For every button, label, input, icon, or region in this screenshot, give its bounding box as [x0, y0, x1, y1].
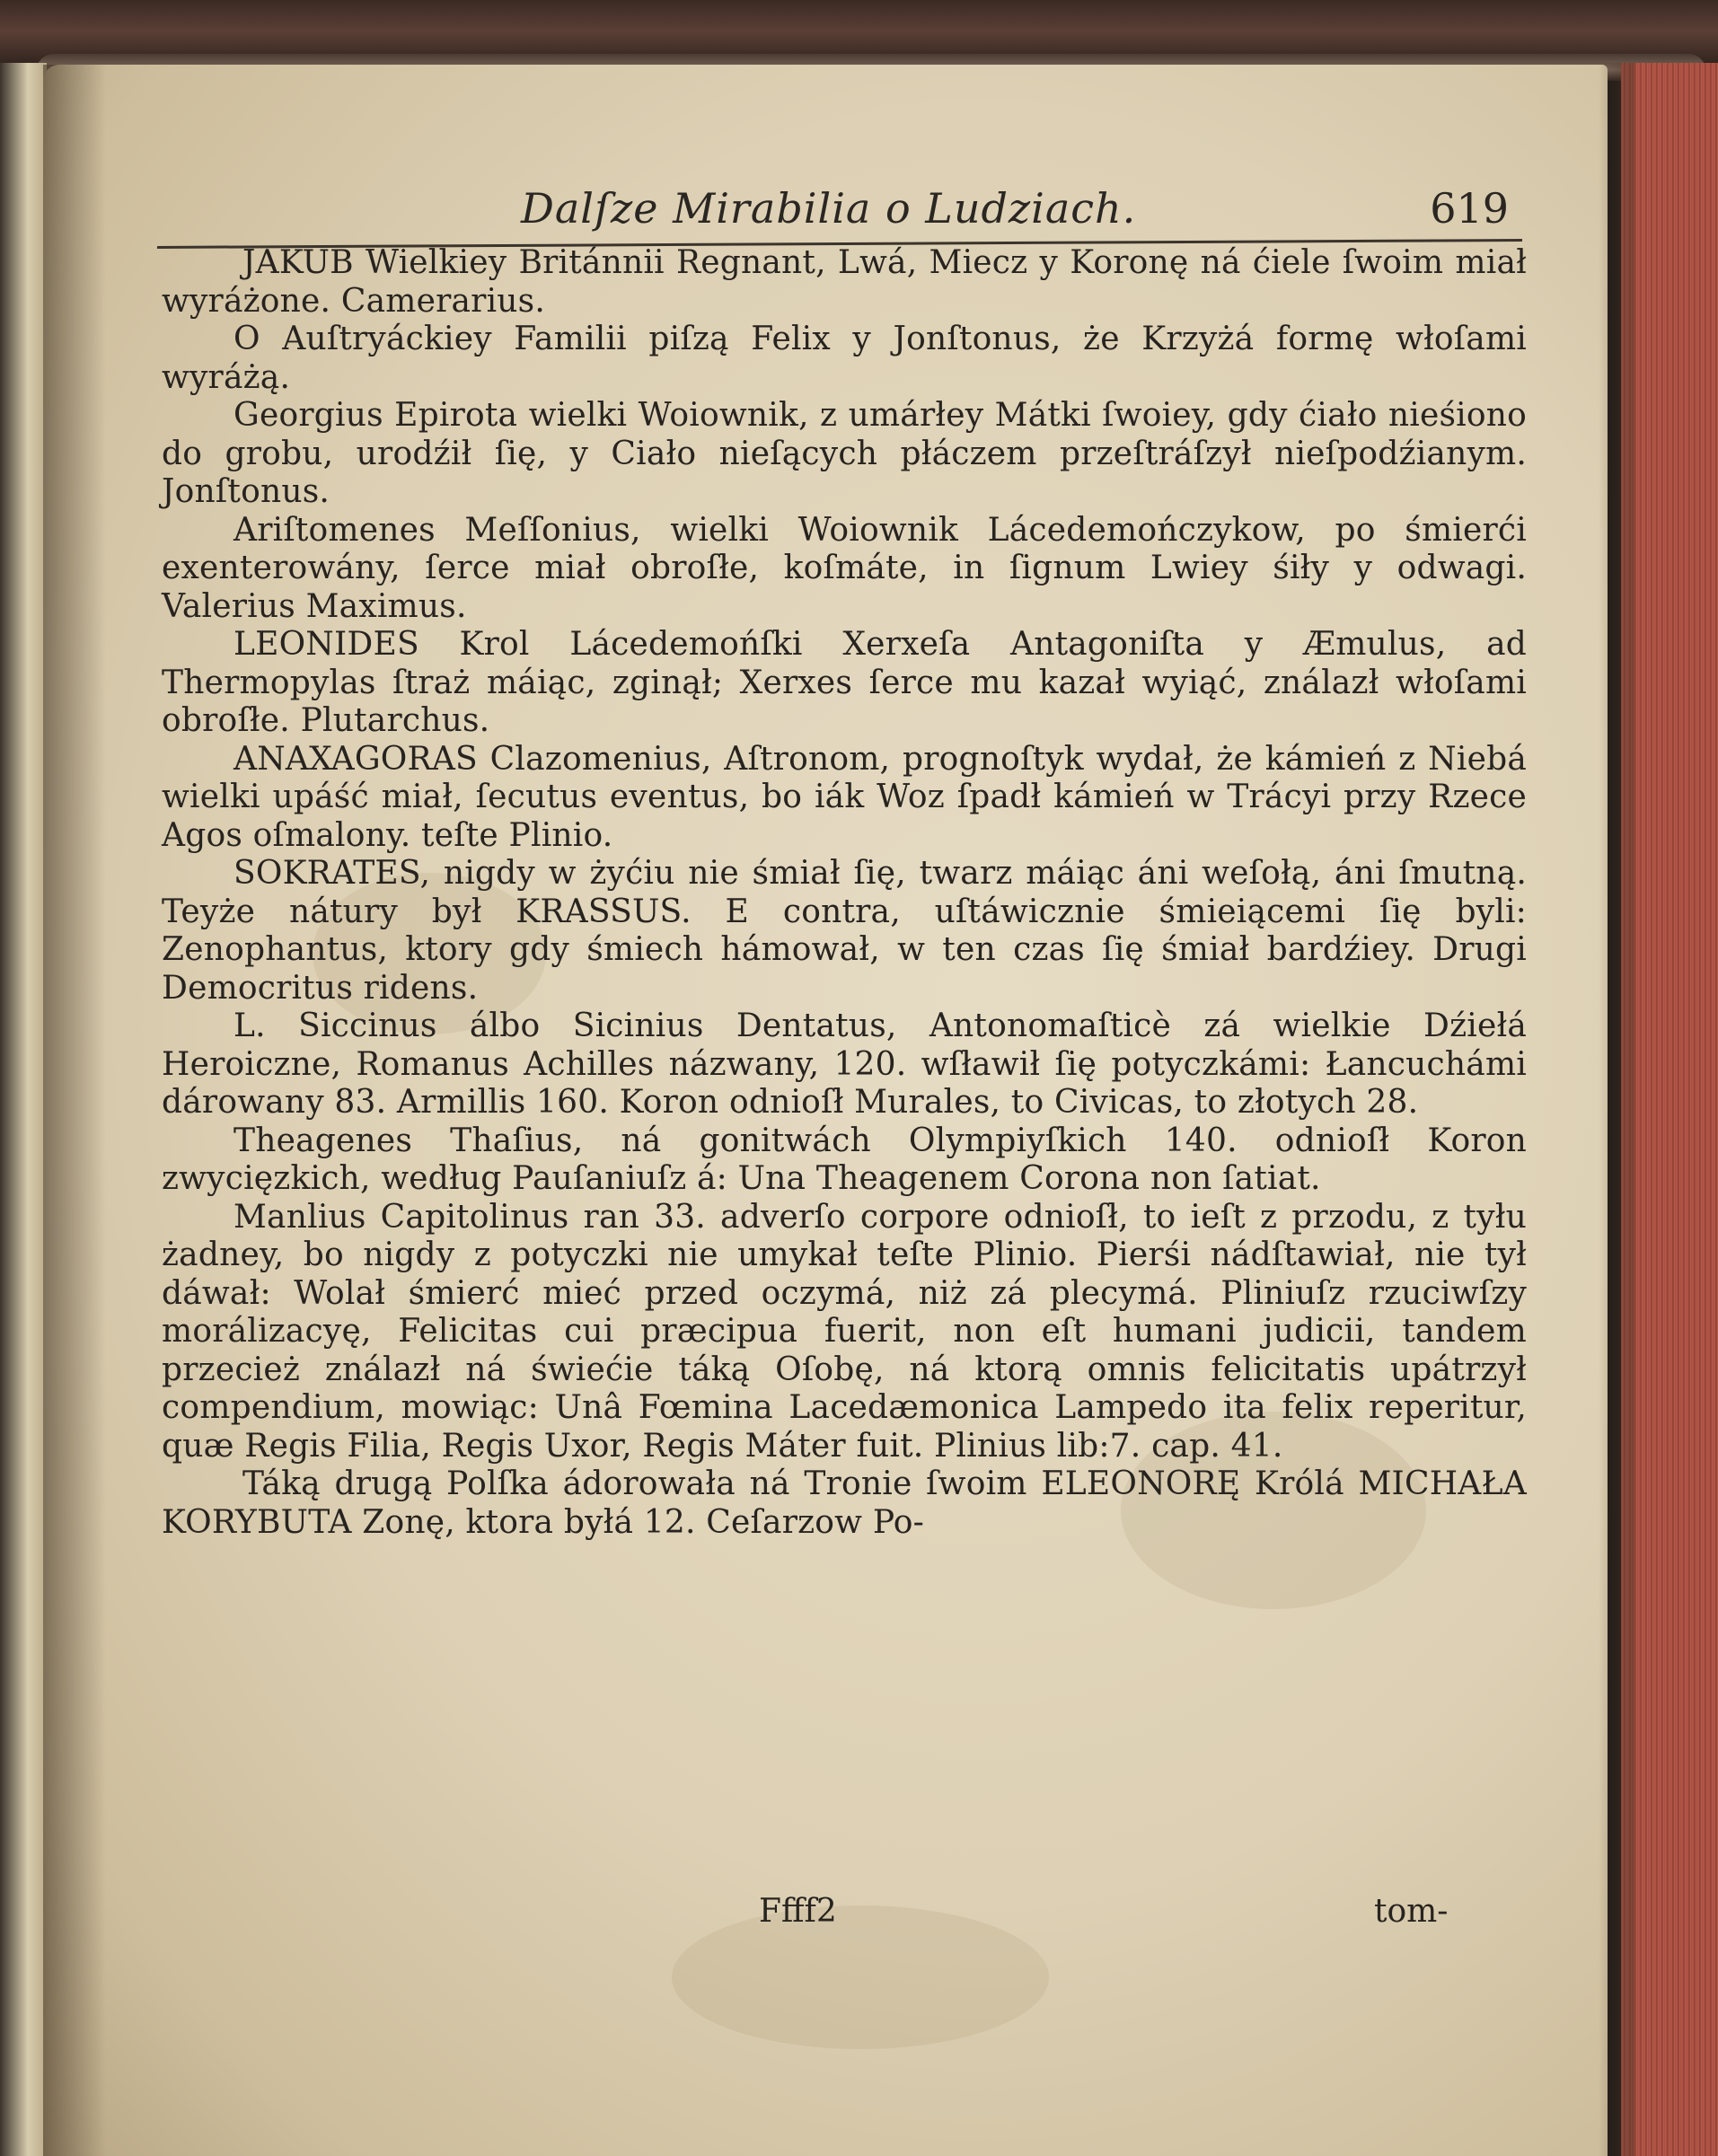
- running-title: Dalſze Mirabilia o Ludziach.: [521, 184, 1137, 233]
- paragraph-jakub: JAKUB Wielkiey Británnii Regnant, Lwá, Miecz y Koronę ná ćiele ſwoim miał wyráżone. Camerarius.: [162, 244, 1527, 320]
- page-foot: [162, 1893, 1527, 1938]
- paragraph-aristomenes: Ariſtomenes Meſſonius, wielki Woiownik Lácedemończykow, po śmierći exenterowány, ſerce miał obroſłe, koſmáte, in ſignum Lwiey śiły y odwagi. Valerius Maximus.: [162, 511, 1527, 625]
- page-edge-shade: [1599, 63, 1634, 2156]
- paragraph-austryackiey: O Auſtryáckiey Familii piſzą Felix y Jonſtonus, że Krzyżá formę włoſami wyráżą.: [162, 321, 1527, 396]
- signature-mark: Ffff2: [759, 1893, 837, 1930]
- body-text: [162, 244, 1527, 1542]
- paragraph-theagenes: Theagenes Thaſius, ná gonitwách Olympiyſkich 140. odnioſł Koron zwycięzkich, według Pauſaniuſz á: Una Theagenem Corona non ſatiat.: [162, 1122, 1527, 1197]
- paragraph-georgius: Georgius Epirota wielki Woiownik, z umárłey Mátki ſwoiey, gdy ćiało nieśiono do grobu, urodźił ſię, y Ciało nieſących płáczem przeſtráſzył nieſpodźianym. Jonſtonus.: [162, 397, 1527, 510]
- running-head: [503, 184, 1518, 245]
- paragraph-anaxagoras: ANAXAGORAS Clazomenius, Aſtronom, prognoſtyk wydał, że kámień z Niebá wielki upáść miał, ſecutus eventus, bo iák Woz ſpadł kámień w Trácyi przy Rzece Agos oſmalony. teſte Plinio.: [162, 740, 1527, 854]
- paragraph-leonides: LEONIDES Krol Lácedemońſki Xerxeſa Antagoniſta y Æmulus, ad Thermopylas ſtraż máiąc, zginął; Xerxes ſerce mu kazał wyiąć, ználazł włoſami obroſłe. Plutarchus.: [162, 626, 1527, 739]
- paragraph-siccinus: L. Siccinus álbo Sicinius Dentatus, Antonomaſticè zá wielkie Dźiełá Heroiczne, Romanus Achilles názwany, 120. wſławił ſię potyczkámi: Łancuchámi dárowany 83. Armillis 160. Koron odnioſł Murales, to Civicas, to złotych 28.: [162, 1008, 1527, 1121]
- paragraph-eleonora: Táką drugą Polſka ádorowała ná Tronie ſwoim ELEONORĘ Królá MICHAŁA KORYBUTA Zonę, ktora byłá 12. Ceſarzow Po-: [162, 1465, 1527, 1541]
- page-number: 619: [1430, 184, 1509, 233]
- paragraph-sokrates: SOKRATES, nigdy w żyćiu nie śmiał ſię, twarz máiąc áni weſołą, áni ſmutną. Teyże nátury był KRASSUS. E contra, uſtáwicznie śmieiącemi ſię byli: Zenophantus, ktory gdy śmiech hámował, w ten czas ſię śmiał bardźiey. Drugi Democritus ridens.: [162, 855, 1527, 1007]
- red-fore-edge: [1621, 63, 1718, 2156]
- paragraph-manlius: Manlius Capitolinus ran 33. adverſo corpore odnioſł, to ieſt z przodu, z tyłu żadney, bo nigdy z potyczki nie umykał teſte Plinio. Pierśi nádſtawiał, nie tył dáwał: Wolał śmierć mieć przed oczymá, niż zá plecymá. Pliniuſz rzuciwſzy morálizacyę, Felicitas cui præcipua fuerit, non eſt humani judicii, tandem przecież ználazł ná świećie táką Oſobę, ná ktorą omnis felicitatis upátrzył compendium, mowiąc: Unâ Fœmina Lacedæmonica Lampedo ita felix reperitur, quæ Regis Filia, Regis Uxor, Regis Máter fuit. Plinius lib:7. cap. 41.: [162, 1198, 1527, 1465]
- left-page-edge: [0, 63, 47, 2156]
- gutter-shadow: [43, 65, 106, 2156]
- catchword: tom-: [1374, 1893, 1449, 1930]
